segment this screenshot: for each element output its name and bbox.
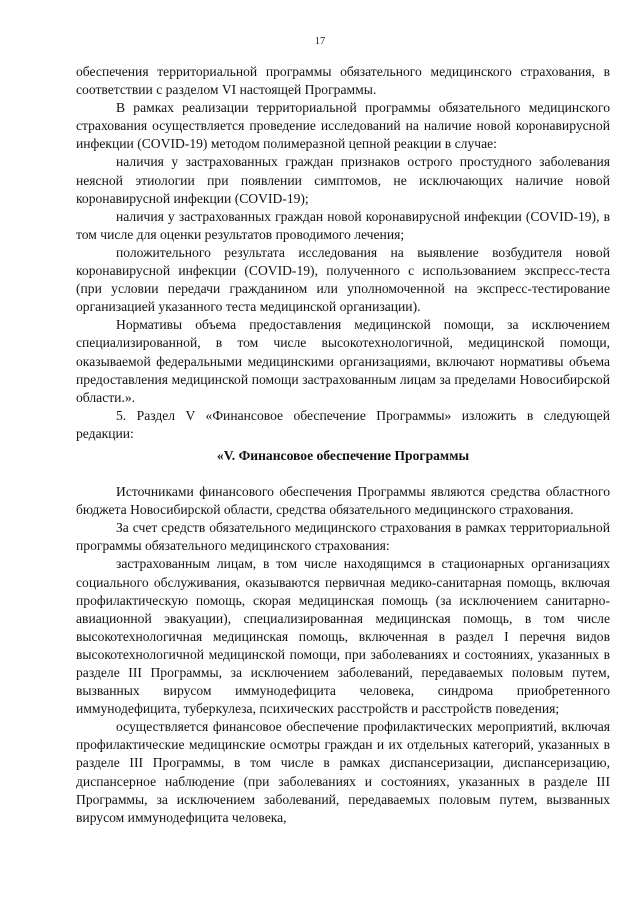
section-heading: «V. Финансовое обеспечение Программы (216, 447, 470, 463)
page-number: 17 (314, 36, 326, 47)
paragraph: обеспечения территориальной программы обязательного медицинского страхования, в соответствии с разделом VI настоящей Программы. (76, 64, 610, 98)
paragraph: наличия у застрахованных граждан признаков острого простудного заболевания неясной этиологии при появлении симптомов, не исключающих наличие новой коронавирусной инфекции (COVID-19); (76, 154, 610, 206)
paragraph: За счет средств обязательного медицинского страхования в рамках территориальной программы обязательного медицинского страхования: (76, 520, 610, 554)
paragraph: застрахованным лицам, в том числе находящимся в стационарных организациях социального обслуживания, оказываются первичная медико-санитарная помощь, включая профилактическую помощь, скорая медицинская помощь (за исключением санитарно-авиационной эвакуации), специализированная медицинская помощь, в том числе высокотехнологичная медицинская помощь, включенная в раздел I перечня видов высокотехнологичной медицинской помощи, при заболеваниях и состояниях, указанных в разделе III Программы, за исключением заболеваний, передаваемых половым путем, вызванных вирусом иммунодефицита человека, синдрома приобретенного иммунодефицита, туберкулеза, психических расстройств и расстройств поведения; (76, 556, 610, 717)
paragraph: наличия у застрахованных граждан новой коронавирусной инфекции (COVID-19), в том числе для оценки результатов проводимого лечения; (76, 208, 610, 242)
blank-line (76, 465, 610, 483)
paragraph: Источниками финансового обеспечения Программы являются средства областного бюджета Новосибирской области, средства обязательного медицинского страхования. (76, 484, 610, 518)
paragraph: положительного результата исследования на выявление возбудителя новой коронавирусной инфекции (COVID-19), полученного с использованием экспресс-теста (при условии передачи гражданином или уполномоченной на экспресс-тестирование организацией указанного теста медицинской организации). (76, 244, 610, 315)
paragraph: 5. Раздел V «Финансовое обеспечение Программы» изложить в следующей редакции: (76, 407, 610, 441)
paragraph: Нормативы объема предоставления медицинской помощи, за исключением специализированной, в том числе высокотехнологичной, медицинской помощи, оказываемой федеральными медицинскими организациями, включают нормативы объема предоставления медицинской помощи застрахованным лицам за пределами Новосибирской области.». (76, 317, 610, 405)
document-body (76, 63, 610, 827)
paragraph: осуществляется финансовое обеспечение профилактических мероприятий, включая профилактические медицинские осмотры граждан и их отдельных категорий, указанных в разделе III Программы, в том числе в рамках диспансеризации, диспансеризацию, диспансерное наблюдение (при заболеваниях и состояниях, указанных в разделе III Программы, за исключением заболеваний, передаваемых половым путем, вызванных вирусом иммунодефицита человека, (76, 719, 610, 825)
paragraph: В рамках реализации территориальной программы обязательного медицинского страхования осуществляется проведение исследований на наличие новой коронавирусной инфекции (COVID-19) методом полимеразной цепной реакции в случае: (76, 100, 610, 152)
